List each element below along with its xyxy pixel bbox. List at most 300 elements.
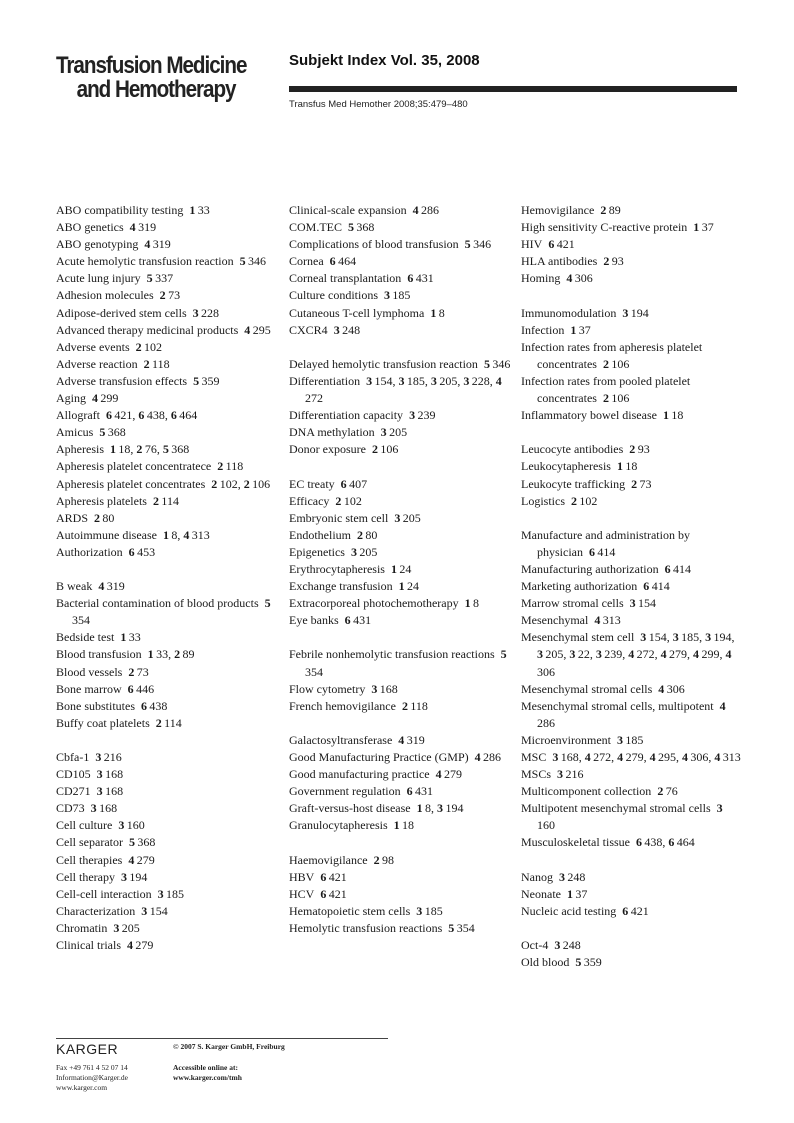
index-term: Infection xyxy=(521,322,565,337)
index-term: Logistics xyxy=(521,493,565,508)
issue-number: 6 xyxy=(127,681,134,696)
journal-logo-line2: and Hemotherapy xyxy=(76,76,236,103)
issue-number: 6 xyxy=(406,784,413,799)
page-number: 102 xyxy=(343,493,362,508)
index-term: Delayed hemolytic transfusion reaction xyxy=(289,356,478,371)
page-number: 414 xyxy=(651,579,670,594)
index-entry xyxy=(521,886,743,903)
page-number: 93 xyxy=(611,254,624,269)
page-number: 228 xyxy=(201,305,220,320)
index-entry: Graft-versus-host disease 1 8, 3 194 xyxy=(289,801,464,816)
index-term: Cutaneous T-cell lymphoma xyxy=(289,305,425,320)
index-entry xyxy=(289,886,511,903)
page-number: 194 xyxy=(445,801,464,816)
index-term: Marketing authorization xyxy=(521,579,638,594)
index-entry xyxy=(56,458,276,475)
issue-number: 4 xyxy=(127,938,133,953)
page-number: 80 xyxy=(102,510,115,525)
page-number: 313 xyxy=(602,613,621,628)
issue-number: 5 xyxy=(464,237,471,252)
index-term: EC treaty xyxy=(289,476,335,491)
index-entry xyxy=(521,595,743,612)
issue-number: 3 xyxy=(120,869,127,884)
page-number: 168 xyxy=(105,767,124,782)
page-number: 431 xyxy=(415,784,434,799)
issue-number: 3 xyxy=(640,630,647,645)
index-term: Microenvironment xyxy=(521,732,611,747)
issue-number: 4 xyxy=(398,732,405,747)
index-term: Adipose-derived stem cells xyxy=(56,305,187,320)
issue-number: 3 xyxy=(350,544,357,559)
index-term: Bone marrow xyxy=(56,681,122,696)
page-number: 194 xyxy=(713,630,732,645)
issue-number: 3 xyxy=(705,630,712,645)
issue-number: 4 xyxy=(660,647,667,662)
issue-number: 3 xyxy=(559,869,565,884)
issue-number: 1 xyxy=(464,596,471,611)
index-entry xyxy=(521,527,743,561)
index-entry: Differentiation 3 154, 3 185, 3 205, 3 228, 4 272 xyxy=(289,373,502,406)
index-term: Nanog xyxy=(521,869,553,884)
page-number: 8 xyxy=(425,801,432,816)
index-term: Differentiation xyxy=(289,373,361,388)
index-term: Cell separator xyxy=(56,835,123,850)
issue-number: 1 xyxy=(566,886,573,901)
index-entry xyxy=(521,578,743,595)
page-number: 80 xyxy=(365,527,378,542)
page-number: 279 xyxy=(625,750,644,764)
index-entry xyxy=(56,236,276,253)
issue-number: 5 xyxy=(99,425,106,440)
index-entry xyxy=(289,236,511,253)
issue-number: 4 xyxy=(658,681,665,696)
issue-number: 3 xyxy=(380,425,387,440)
page-number: 106 xyxy=(611,391,630,406)
index-entry xyxy=(56,629,276,646)
issue-number: 6 xyxy=(548,237,555,252)
index-entry xyxy=(521,236,743,253)
index-term: Mesenchymal stem cell xyxy=(521,630,635,645)
index-entry xyxy=(521,783,743,800)
page-number: 194 xyxy=(630,305,649,320)
index-entry xyxy=(521,800,743,834)
page-number: 154 xyxy=(648,630,667,645)
page-number: 73 xyxy=(136,664,149,679)
index-column-1 xyxy=(56,202,276,954)
issue-number: 2 xyxy=(602,391,609,406)
issue-number: 1 xyxy=(147,647,154,662)
issue-number: 2 xyxy=(94,510,101,525)
index-term: Corneal transplantation xyxy=(289,271,402,286)
online-access xyxy=(173,1063,242,1083)
publisher-fax: Fax +49 761 4 52 07 14 xyxy=(56,1063,128,1072)
index-entry xyxy=(56,390,276,407)
index-term: Autoimmune disease xyxy=(56,527,157,542)
index-term: Apheresis xyxy=(56,442,104,457)
index-term: HIV xyxy=(521,237,543,252)
index-term: Adhesion molecules xyxy=(56,288,154,303)
issue-number: 3 xyxy=(409,408,416,423)
index-entry xyxy=(56,783,276,800)
index-entry xyxy=(289,612,511,629)
index-term: Graft-versus-host disease xyxy=(289,801,411,816)
index-term: Cell therapy xyxy=(56,869,115,884)
issue-number: 3 xyxy=(552,750,559,764)
page-number: 106 xyxy=(380,442,399,457)
issue-number: 5 xyxy=(193,373,200,388)
index-term: High sensitivity C-reactive protein xyxy=(521,220,688,235)
page-number: 368 xyxy=(107,425,126,440)
issue-number: 6 xyxy=(170,408,177,423)
index-term: ABO genetics xyxy=(56,220,124,235)
issue-number: 3 xyxy=(157,886,164,901)
page-number: 8 xyxy=(473,596,479,611)
index-entry xyxy=(521,903,743,920)
page-number: 228 xyxy=(471,373,490,388)
page-number: 168 xyxy=(99,801,118,816)
index-group-spacer xyxy=(289,458,511,475)
issue-number: 4 xyxy=(244,322,251,337)
index-term: Differentiation capacity xyxy=(289,408,404,423)
index-term: HCV xyxy=(289,886,315,901)
index-term: DNA methylation xyxy=(289,425,375,440)
index-group-spacer xyxy=(521,424,743,441)
issue-number: 4 xyxy=(98,579,105,594)
issue-number: 2 xyxy=(571,493,577,508)
index-entry xyxy=(289,852,511,869)
index-entry xyxy=(521,270,743,287)
index-entry xyxy=(289,681,511,698)
index-term: Characterization xyxy=(56,903,136,918)
page-number: 154 xyxy=(638,596,657,611)
index-term: Authorization xyxy=(56,544,123,559)
index-term: Apheresis platelet concentrates xyxy=(56,476,206,491)
index-term: Flow cytometry xyxy=(289,681,366,696)
index-group-spacer xyxy=(289,629,511,646)
page-number: 33 xyxy=(128,630,141,645)
index-entry: Autoimmune disease 1 8, 4 313 xyxy=(56,527,210,542)
issue-number: 3 xyxy=(366,373,373,388)
index-term: Multicomponent collection xyxy=(521,784,652,799)
page-number: 319 xyxy=(152,237,171,252)
index-term: Cell therapies xyxy=(56,852,123,867)
index-entry xyxy=(289,732,511,749)
issue-number: 5 xyxy=(500,647,507,662)
publisher-logo: KARGER xyxy=(56,1041,119,1057)
index-group-spacer xyxy=(521,287,743,304)
index-term: Adverse transfusion effects xyxy=(56,373,188,388)
issue-number: 2 xyxy=(159,288,166,303)
index-term: Bedside test xyxy=(56,630,115,645)
index-entry: Allograft 6 421, 6 438, 6 464 xyxy=(56,408,198,423)
index-entry xyxy=(521,322,743,339)
index-term: Old blood xyxy=(521,955,570,970)
index-term: Marrow stromal cells xyxy=(521,596,624,611)
page-number: 114 xyxy=(161,493,179,508)
issue-number: 6 xyxy=(138,408,145,423)
page-number: 438 xyxy=(149,698,168,713)
index-term: Mesenchymal xyxy=(521,613,589,628)
index-entry xyxy=(289,698,511,715)
page-number: 407 xyxy=(349,476,368,491)
page-number: 438 xyxy=(644,835,663,850)
index-term: MSC xyxy=(521,750,547,764)
index-term: MSCs xyxy=(521,767,552,782)
issue-number: 1 xyxy=(189,203,196,217)
issue-number: 2 xyxy=(335,493,342,508)
index-entry xyxy=(289,561,511,578)
issue-number: 3 xyxy=(595,647,602,662)
page-number: 453 xyxy=(137,544,156,559)
issue-number: 3 xyxy=(394,510,401,525)
index-group-spacer xyxy=(521,920,743,937)
page-number: 313 xyxy=(191,527,210,542)
issue-number: 5 xyxy=(146,271,153,286)
issue-number: 2 xyxy=(136,442,143,457)
index-term: Erythrocytapheresis xyxy=(289,561,385,576)
index-entry xyxy=(56,544,276,561)
index-term: Cbfa-1 xyxy=(56,750,90,764)
page-number: 18 xyxy=(671,408,684,423)
issue-number: 6 xyxy=(668,835,675,850)
issue-number: 4 xyxy=(474,750,481,764)
page-number: 106 xyxy=(252,476,271,491)
page-number: 76 xyxy=(144,442,157,457)
issue-number: 1 xyxy=(110,442,116,457)
index-entry xyxy=(289,356,511,373)
issue-number: 1 xyxy=(162,527,169,542)
index-entry: Blood transfusion 1 33, 2 89 xyxy=(56,647,195,662)
page-number: 205 xyxy=(389,425,408,440)
page-number: 313 xyxy=(722,750,741,764)
index-term: CD271 xyxy=(56,784,91,799)
index-term: Eye banks xyxy=(289,613,339,628)
issue-number: 3 xyxy=(716,801,723,816)
issue-number: 2 xyxy=(135,339,142,354)
index-term: Adverse events xyxy=(56,339,130,354)
page-number: 446 xyxy=(136,681,155,696)
index-term: Infection rates from pooled platelet concentrates xyxy=(521,373,691,406)
page-number: 306 xyxy=(690,750,709,764)
index-entry xyxy=(289,646,511,680)
index-term: Donor exposure xyxy=(289,442,366,457)
issue-number: 2 xyxy=(603,254,610,269)
issue-number: 4 xyxy=(719,698,726,713)
page-number: 194 xyxy=(129,869,148,884)
issue-number: 2 xyxy=(143,356,150,371)
index-entry xyxy=(289,322,511,339)
index-entry xyxy=(289,903,511,920)
page-number: 216 xyxy=(565,767,584,782)
issue-number: 2 xyxy=(217,459,224,474)
issue-number: 6 xyxy=(635,835,642,850)
issue-number: 3 xyxy=(398,373,405,388)
page-number: 185 xyxy=(392,288,411,303)
index-term: Neonate xyxy=(521,886,561,901)
page-number: 118 xyxy=(152,356,170,371)
issue-number: 4 xyxy=(714,750,721,764)
issue-number: 3 xyxy=(90,801,97,816)
issue-number: 3 xyxy=(463,373,470,388)
issue-number: 2 xyxy=(401,698,408,713)
index-group-spacer xyxy=(289,834,511,851)
issue-number: 5 xyxy=(128,835,135,850)
page-number: 319 xyxy=(138,220,157,235)
page-number: 299 xyxy=(100,391,119,406)
page-number: 464 xyxy=(676,835,695,850)
page-number: 464 xyxy=(179,408,198,423)
page-number: 37 xyxy=(578,322,591,337)
page-number: 319 xyxy=(106,579,125,594)
index-entry xyxy=(521,339,743,373)
index-entry xyxy=(289,766,511,783)
issue-number: 1 xyxy=(416,801,423,816)
page-number: 359 xyxy=(201,373,220,388)
index-term: HBV xyxy=(289,869,315,884)
index-entry xyxy=(56,715,276,732)
index-entry xyxy=(289,920,511,937)
issue-number: 4 xyxy=(144,237,151,252)
page-number: 279 xyxy=(136,852,155,867)
issue-number: 6 xyxy=(407,271,414,286)
index-entry xyxy=(289,783,511,800)
page-number: 37 xyxy=(575,886,588,901)
index-term: ABO genotyping xyxy=(56,237,139,252)
issue-number: 4 xyxy=(435,767,442,782)
page-number: 22 xyxy=(577,647,590,662)
index-entry xyxy=(289,749,511,766)
issue-number: 3 xyxy=(622,305,629,320)
index-entry xyxy=(521,766,743,783)
page-number: 168 xyxy=(105,784,124,799)
index-entry xyxy=(521,937,743,954)
index-term: Good Manufacturing Practice (GMP) xyxy=(289,750,469,764)
issue-number: 5 xyxy=(348,220,355,235)
issue-number: 3 xyxy=(333,322,340,337)
issue-number: 3 xyxy=(616,732,623,747)
index-entry xyxy=(289,595,511,612)
issue-number: 3 xyxy=(437,801,444,816)
issue-number: 3 xyxy=(430,373,437,388)
index-term: Adverse reaction xyxy=(56,356,138,371)
index-entry xyxy=(521,954,743,971)
page-number: 205 xyxy=(545,647,564,662)
page-number: 248 xyxy=(567,869,586,884)
issue-number: 6 xyxy=(128,544,135,559)
index-term: Acute hemolytic transfusion reaction xyxy=(56,254,234,269)
issue-number: 3 xyxy=(95,750,102,764)
page-number: 76 xyxy=(665,784,678,799)
index-entry xyxy=(56,869,276,886)
page-number: 354 xyxy=(305,664,323,679)
issue-number: 4 xyxy=(681,750,688,764)
index-term: Clinical trials xyxy=(56,938,121,953)
issue-number: 4 xyxy=(617,750,624,764)
page-number: 160 xyxy=(126,818,145,833)
issue-number: 4 xyxy=(412,203,419,217)
index-term: Mesenchymal stromal cells, multipotent xyxy=(521,698,714,713)
index-term: Mesenchymal stromal cells xyxy=(521,681,653,696)
page-number: 438 xyxy=(146,408,165,423)
issue-number: 3 xyxy=(537,647,543,662)
index-entry xyxy=(521,698,743,732)
index-term: Allograft xyxy=(56,408,100,423)
page-number: 431 xyxy=(415,271,434,286)
page-number: 24 xyxy=(407,579,420,594)
issue-number: 1 xyxy=(662,408,669,423)
issue-number: 3 xyxy=(554,938,561,953)
page-number: 18 xyxy=(625,459,638,474)
index-group-spacer xyxy=(289,339,511,356)
index-entry: Apheresis platelet concentrates 2 102, 2 106 xyxy=(56,476,271,491)
page-number: 354 xyxy=(456,920,475,935)
index-term: Endothelium xyxy=(289,527,351,542)
issue-number: 2 xyxy=(371,442,378,457)
index-entry xyxy=(521,373,743,407)
page-number: 414 xyxy=(597,544,616,559)
index-entry xyxy=(56,322,276,339)
page-number: 114 xyxy=(164,715,182,730)
page-number: 185 xyxy=(166,886,185,901)
page-number: 118 xyxy=(225,459,244,474)
index-entry xyxy=(56,681,276,698)
index-term: Bacterial contamination of blood products xyxy=(56,596,259,611)
page-number: 73 xyxy=(168,288,181,303)
page-number: 154 xyxy=(149,903,168,918)
index-entry xyxy=(289,407,511,424)
page-number: 295 xyxy=(252,322,271,337)
page-number: 248 xyxy=(562,938,581,953)
page-number: 272 xyxy=(305,391,323,406)
issue-number: 2 xyxy=(657,784,664,799)
index-term: Complications of blood transfusion xyxy=(289,237,459,252)
issue-number: 1 xyxy=(693,220,700,235)
page-number: 272 xyxy=(636,647,655,662)
index-entry xyxy=(289,305,511,322)
page-number: 421 xyxy=(328,886,347,901)
index-entry xyxy=(289,817,511,834)
page-number: 368 xyxy=(171,442,190,457)
page-number: 102 xyxy=(579,493,598,508)
page-number: 279 xyxy=(444,767,463,782)
page-number: 89 xyxy=(608,203,621,217)
index-entry xyxy=(521,305,743,322)
index-entry xyxy=(289,527,511,544)
issue-number: 1 xyxy=(398,579,405,594)
page-number: 464 xyxy=(338,254,357,269)
page-number: 24 xyxy=(399,561,412,576)
issue-number: 2 xyxy=(243,476,250,491)
index-entry xyxy=(289,578,511,595)
issue-number: 2 xyxy=(629,442,636,457)
index-entry xyxy=(56,834,276,851)
page-number: 160 xyxy=(537,818,555,833)
issue-number: 6 xyxy=(320,869,327,884)
index-entry xyxy=(56,595,276,629)
index-entry: MSC 3 168, 4 272, 4 279, 4 295, 4 306, 4 313 xyxy=(521,750,741,764)
index-entry xyxy=(289,270,511,287)
index-entry xyxy=(56,253,276,270)
page-number: 368 xyxy=(356,220,375,235)
index-group-spacer xyxy=(56,732,276,749)
page-number: 359 xyxy=(583,955,602,970)
index-term: Aging xyxy=(56,391,86,406)
page-number: 346 xyxy=(473,237,492,252)
page-number: 421 xyxy=(630,903,649,918)
issue-number: 6 xyxy=(329,254,336,269)
issue-number: 4 xyxy=(92,391,98,406)
issue-number: 3 xyxy=(672,630,679,645)
